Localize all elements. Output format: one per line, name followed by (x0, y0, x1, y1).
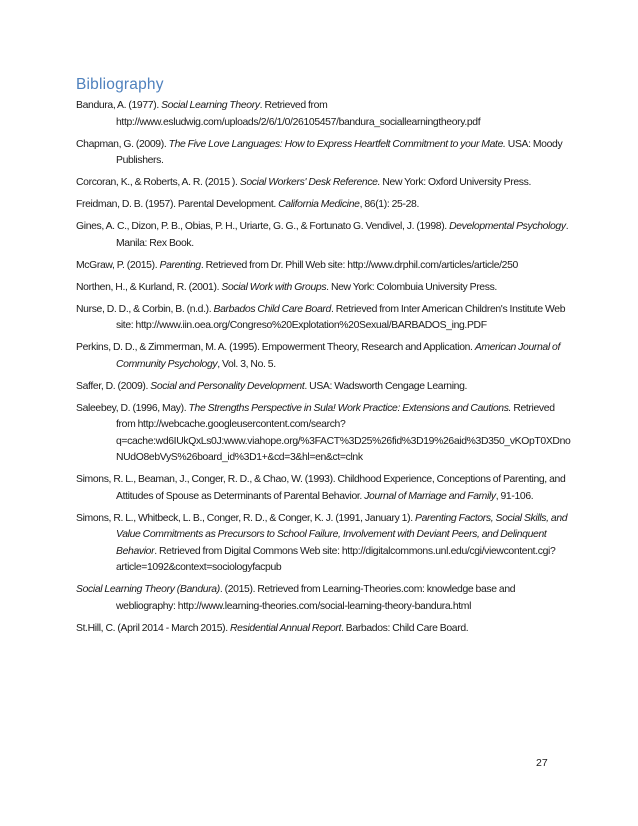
bibliography-entry (76, 137, 576, 170)
bibliography-entry (76, 197, 576, 214)
entry-text: . Manila: Rex Book. (116, 221, 569, 249)
entry-text: Northen, H., & Kurland, R. (2001). (76, 281, 222, 293)
bibliography-entry (76, 175, 576, 192)
bibliography-entry (76, 219, 576, 252)
entry-text: , 86(1): 25-28. (359, 199, 419, 210)
entry-text: Retrieved from http://webcache.googleusercontent.com/search?q=cache:wd6IUkQxLs0J:www.viahope.org/%3FACT%3D25%26fid%3D19%26aid%3D350_vKOpT0XDnoNUdO8ebVyS%26board_id%3D1+&cd=3&hl=en&ct=clnk (116, 402, 571, 463)
entry-text: Saffer, D. (2009). (76, 380, 151, 392)
entry-text: Simons, R. L., Whitbeck, L. B., Conger, R. D., & Conger, K. J. (1991, January 1). (76, 512, 415, 524)
bibliography-entry (76, 98, 576, 131)
entry-text: Nurse, D. D., & Corbin, B. (n.d.). (76, 303, 214, 315)
bibliography-entry (76, 401, 576, 467)
entry-italic-title: Parenting Factors, Social Skills, and Value Commitments as Precursors to School Failure, Involvement with Deviant Peers, and Delinquent Behavior (116, 512, 568, 557)
entry-text: . Retrieved from Inter American Children's Institute Web site: http://www.iin.oea.org/Congreso%20Explotation%20Sexual/BARBADOS_ing.PDF (116, 303, 566, 331)
entry-italic-title: California Medicine (278, 199, 360, 210)
entry-text: . Retrieved from http://www.esludwig.com/uploads/2/6/1/0/26105457/bandura_sociallearningtheory.pdf (116, 100, 481, 128)
bibliography-entry (76, 280, 576, 297)
entry-text: . Barbados: Child Care Board. (341, 622, 469, 634)
entry-text: , 91-106. (495, 490, 534, 502)
entry-text: Saleebey, D. (1996, May). (76, 402, 189, 414)
entry-italic-title: Social Learning Theory (161, 100, 260, 111)
entry-text: McGraw, P. (2015). (76, 259, 160, 271)
bibliography-entry (76, 302, 576, 335)
entry-italic-title: The Strengths Perspective in Sula! Work Practice: Extensions and Cautions. (188, 402, 512, 414)
page-heading: Bibliography (76, 76, 164, 93)
bibliography-entry (76, 511, 576, 577)
entry-text: Bandura, A. (1977). (76, 100, 162, 111)
entry-text: St.Hill, C. (April 2014 - March 2015). (76, 622, 231, 634)
entry-text: . Retrieved from Digital Commons Web site: http://digitalcommons.unl.edu/cgi/viewcontent.cgi?article=1092&context=sociologyfacpub (116, 545, 556, 573)
entry-italic-title: Social and Personality Development (150, 380, 305, 392)
entry-text: Chapman, G. (2009). (76, 138, 169, 150)
bibliography-entry (76, 621, 576, 638)
entry-text: . New York: Colombuia University Press. (326, 281, 497, 293)
entry-text: . USA: Wadsworth Cengage Learning. (304, 380, 468, 392)
entry-text: Simons, R. L., Beaman, J., Conger, R. D., & Chao, W. (1993). Childhood Experience, Conceptions of Parenting, and Attitudes of Spouse as Determinants of Parental Behavior. (76, 474, 566, 502)
entry-italic-title: Developmental Psychology (449, 221, 566, 232)
entry-text: USA: Moody Publishers. (116, 138, 563, 166)
entry-italic-title: Social Workers' Desk Reference. (239, 177, 381, 188)
entry-text: Freidman, D. B. (1957). Parental Development. (76, 199, 279, 210)
bibliography-entry (76, 340, 576, 373)
entry-text: , Vol. 3, No. 5. (217, 358, 276, 370)
entry-text: New York: Oxford University Press. (380, 177, 531, 188)
bibliography-entry (76, 472, 576, 505)
entry-italic-title: Residential Annual Report (230, 622, 342, 634)
entry-italic-title: American Journal of Community Psychology (116, 342, 560, 370)
bibliography-list (76, 98, 576, 643)
page-number: 27 (536, 757, 548, 769)
bibliography-entry (76, 582, 576, 615)
entry-text: Perkins, D. D., & Zimmerman, M. A. (1995). Empowerment Theory, Research and Application. (76, 342, 475, 353)
entry-text: Gines, A. C., Dizon, P. B., Obias, P. H., Uriarte, G. G., & Fortunato G. Vendivel, J. (1998). (76, 221, 450, 232)
entry-italic-title: Journal of Marriage and Family (364, 490, 496, 502)
entry-italic-title: The Five Love Languages: How to Express Heartfelt Commitment to your Mate. (168, 138, 506, 150)
entry-text: . Retrieved from Dr. Phill Web site: http://www.drphil.com/articles/article/250 (200, 259, 518, 271)
entry-italic-title: Parenting (159, 259, 201, 271)
entry-text: Corcoran, K., & Roberts, A. R. (2015 ). (76, 177, 240, 188)
entry-italic-title: Social Learning Theory (Bandura) (76, 584, 220, 595)
entry-italic-title: Barbados Child Care Board (213, 303, 331, 315)
bibliography-entry (76, 379, 576, 396)
bibliography-entry (76, 258, 576, 275)
entry-text: . (2015). Retrieved from Learning-Theories.com: knowledge base and webliography: http://www.learning-theories.com/social-learning-theory-bandura.html (116, 584, 516, 612)
entry-italic-title: Social Work with Groups (221, 281, 327, 293)
